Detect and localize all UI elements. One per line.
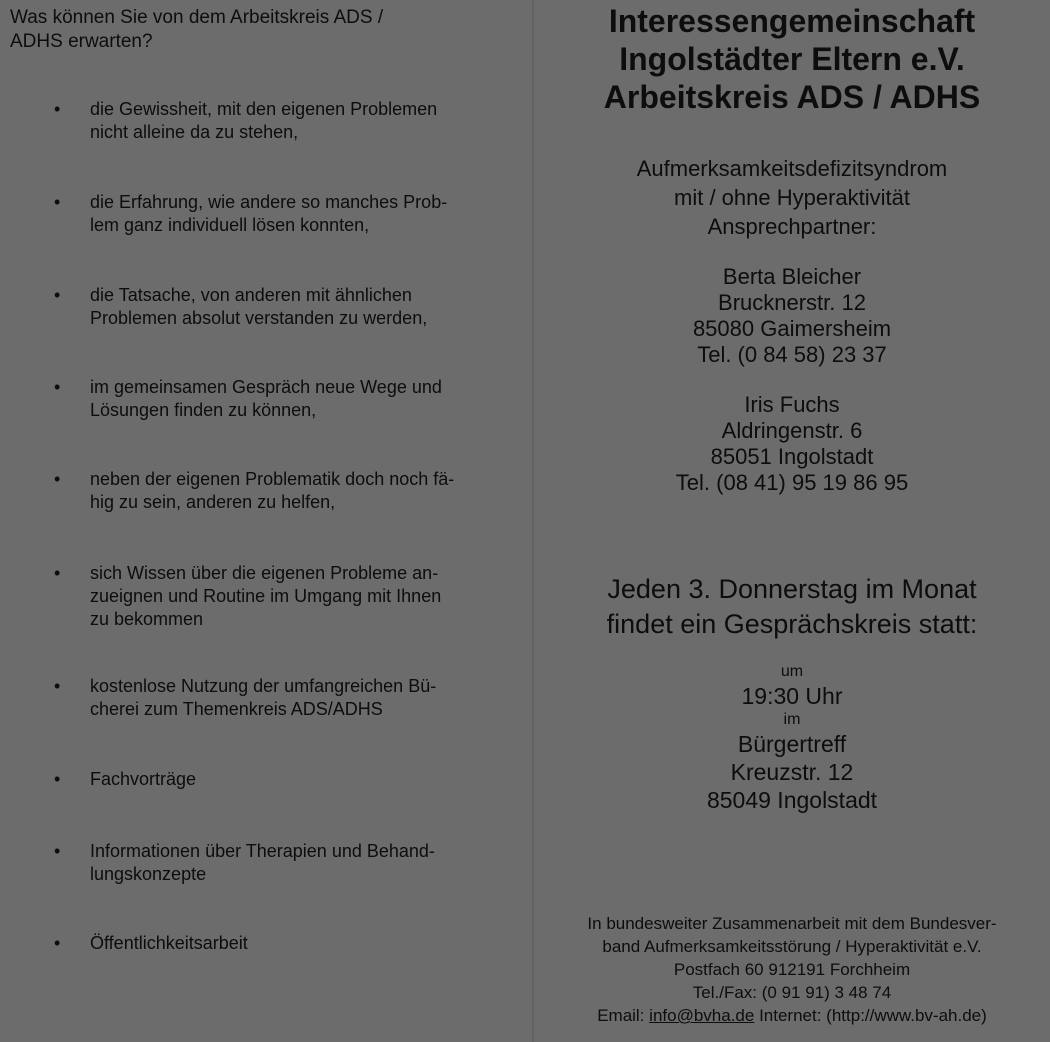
contact-phone: Tel. (0 84 58) 23 37	[697, 342, 887, 367]
list-item-text: Fachvorträge	[90, 769, 197, 789]
contact-person-1	[534, 264, 1050, 368]
meeting-schedule	[534, 662, 1050, 814]
intro-question: Was können Sie von dem Arbeitskreis ADS / ADHS erwarten?	[10, 7, 384, 52]
bullet-icon: •	[54, 563, 61, 583]
footer-line: Postfach 60 912191 Forchheim	[673, 960, 911, 979]
title-line: Arbeitskreis ADS / ADHS	[603, 79, 981, 115]
bullet-icon: •	[54, 933, 61, 953]
bullet-icon: •	[54, 769, 61, 789]
schedule-place: Bürgertreff	[737, 731, 847, 757]
bullet-icon: •	[54, 99, 61, 119]
bullet-icon: •	[54, 841, 61, 861]
subtitle-line: Aufmerksamkeitsdefizitsyndrom	[636, 156, 948, 181]
schedule-time: 19:30 Uhr	[741, 683, 843, 709]
title-line: Interessengemeinschaft	[608, 3, 976, 39]
list-item-text: die Erfahrung, wie andere so manches Prob- lem ganz individuell lösen konnten,	[90, 192, 448, 235]
list-item-text: die Gewissheit, mit den eigenen Problemen nicht alleine da zu stehen,	[90, 99, 438, 142]
contact-street: Brucknerstr. 12	[718, 290, 866, 315]
list-item-text: Öffentlichkeitsarbeit	[90, 933, 248, 953]
bullet-icon: •	[54, 192, 61, 212]
contact-phone: Tel. (08 41) 95 19 86 95	[675, 470, 909, 495]
subtitle-line: mit / ohne Hyperaktivität	[674, 185, 910, 210]
schedule-city: 85049 Ingolstadt	[706, 787, 878, 813]
list-item-text: kostenlose Nutzung der umfangreichen Bü- cherei zum Themenkreis ADS/ADHS	[90, 676, 437, 719]
bullet-icon: •	[54, 377, 61, 397]
footer-line: band Aufmerksamkeitsstörung / Hyperaktivität e.V.	[602, 937, 982, 956]
list-item-text: im gemeinsamen Gespräch neue Wege und Lösungen finden zu können,	[90, 377, 442, 420]
meeting-announcement	[534, 572, 1050, 642]
contact-person-2	[534, 392, 1050, 496]
contact-city: 85080 Gaimersheim	[692, 316, 892, 341]
title-line: Ingolstädter Eltern e.V.	[619, 41, 965, 77]
bullet-icon: •	[54, 676, 61, 696]
schedule-um: um	[780, 663, 804, 680]
subtitle	[534, 154, 1050, 241]
email-label: Email:	[597, 1006, 645, 1025]
contact-street: Aldringenstr. 6	[721, 418, 863, 443]
footer-line: In bundesweiter Zusammenarbeit mit dem Bundesver-	[587, 914, 997, 933]
footer-info	[534, 912, 1050, 1027]
right-panel	[534, 0, 1050, 1042]
contact-city: 85051 Ingolstadt	[710, 444, 874, 469]
contact-name: Iris Fuchs	[744, 392, 840, 417]
list-item-text: die Tatsache, von anderen mit ähnlichen Problemen absolut verstanden zu werden,	[90, 285, 428, 328]
subtitle-line: Ansprechpartner:	[707, 214, 877, 239]
list-item-text: neben der eigenen Problematik doch noch fä- hig zu sein, anderen zu helfen,	[90, 469, 455, 512]
meeting-line: findet ein Gesprächskreis statt:	[606, 609, 978, 639]
footer-line: Tel./Fax: (0 91 91) 3 48 74	[692, 983, 892, 1002]
schedule-im: im	[783, 711, 801, 728]
internet-text: Internet: (http://www.bv-ah.de)	[759, 1006, 987, 1025]
bullet-icon: •	[54, 469, 61, 489]
meeting-line: Jeden 3. Donnerstag im Monat	[607, 574, 977, 604]
list-item-text: sich Wissen über die eigenen Probleme an- zueignen und Routine im Umgang mit Ihnen zu bekommen	[90, 563, 442, 629]
list-item-text: Informationen über Therapien und Behand- lungskonzepte	[90, 841, 435, 884]
schedule-street: Kreuzstr. 12	[730, 759, 854, 785]
email-link[interactable]: info@bvha.de	[649, 1006, 755, 1025]
bullet-icon: •	[54, 285, 61, 305]
organization-title	[534, 2, 1050, 116]
contact-name: Berta Bleicher	[722, 264, 862, 289]
footer-contact-line	[534, 1004, 1050, 1027]
